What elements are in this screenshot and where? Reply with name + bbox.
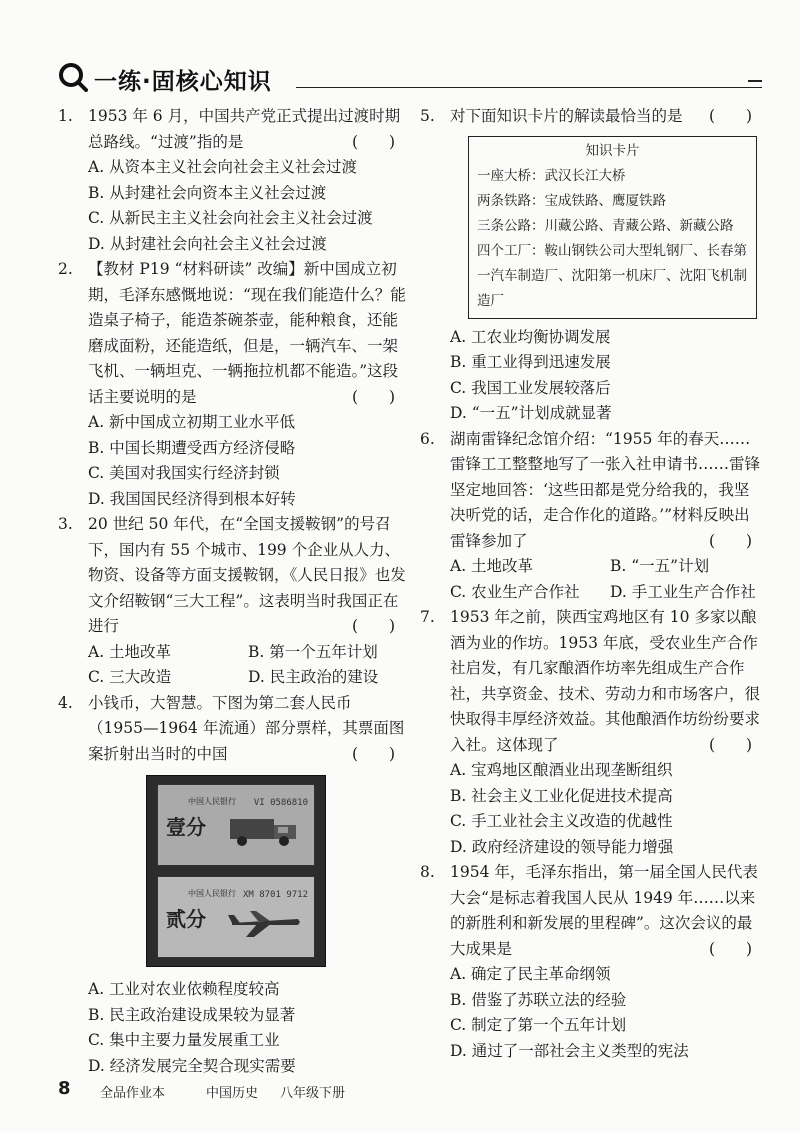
- option-c[interactable]: C. 手工业社会主义改造的优越性: [450, 812, 673, 830]
- option-a[interactable]: A. 确定了民主革命纲领: [450, 965, 611, 983]
- banknote-1-fen: [157, 784, 315, 866]
- answer-bracket: ( ): [352, 744, 396, 763]
- question-number: 1.: [58, 107, 73, 125]
- option-d[interactable]: D. 手工业生产合作社: [610, 582, 756, 601]
- option-b[interactable]: B. 重工业得到迅速发展: [450, 353, 611, 371]
- question-number: 4.: [58, 693, 73, 712]
- question-stem: 1953 年 6 月，中国共产党正式提出过渡时期总路线。“过渡”指的是 ( ): [88, 104, 406, 155]
- option-a[interactable]: A. 宝鸡地区酿酒业出现垄断组织: [450, 761, 673, 779]
- question-number: 8.: [420, 863, 435, 881]
- answer-bracket: ( ): [709, 107, 753, 125]
- question-4: [58, 691, 406, 1080]
- option-b[interactable]: B. “一五”计划: [610, 557, 710, 575]
- card-line: 三条公路：川藏公路、青藏公路、新藏公路: [477, 217, 734, 234]
- question-3: [58, 512, 406, 691]
- question-number: 3.: [58, 515, 73, 533]
- banknote-header: 中国人民银行: [188, 797, 236, 806]
- option-b[interactable]: B. 第一个五年计划: [248, 642, 378, 661]
- truck-icon: [228, 813, 302, 847]
- option-a[interactable]: A. 工业对农业依赖程度较高: [88, 980, 280, 998]
- banknote-denomination: 壹分: [166, 815, 206, 839]
- option-a[interactable]: A. 新中国成立初期工业水平低: [88, 413, 296, 431]
- question-stem: 20 世纪 50 年代，在“全国支援鞍钢”的号召下，国内有 55 个城市、199 个企业从人力、物资、设备等方面支援鞍钢，《人民日报》也发文介绍鞍钢“三大工程”。这表明当时我国正在进行 ( ): [88, 512, 406, 640]
- option-d[interactable]: D. “一五”计划成就显著: [450, 404, 612, 422]
- question-1: [58, 104, 406, 257]
- banknote-image: [146, 775, 326, 967]
- magnifier-logo-icon: [58, 62, 88, 92]
- airplane-icon: [228, 905, 302, 939]
- option-c[interactable]: C. 美国对我国实行经济封锁: [88, 464, 280, 482]
- page-number: 8: [58, 1078, 71, 1099]
- question-stem: 对下面知识卡片的解读最恰当的是 ( ): [450, 104, 763, 130]
- option-a[interactable]: A. 工农业均衡协调发展: [450, 327, 611, 346]
- section-header: [58, 60, 762, 94]
- option-c[interactable]: C. 农业生产合作社: [450, 582, 580, 601]
- question-number: 6.: [420, 429, 435, 448]
- question-number: 5.: [420, 107, 435, 125]
- option-d[interactable]: D. 政府经济建设的领导能力增强: [450, 837, 674, 856]
- answer-bracket: ( ): [352, 387, 396, 406]
- answer-bracket: ( ): [352, 132, 396, 151]
- option-b[interactable]: B. 社会主义工业化促进技术提高: [450, 786, 673, 805]
- question-5: [420, 104, 763, 427]
- book-name: 全品作业本: [100, 1086, 166, 1101]
- option-a[interactable]: A. 从资本主义社会向社会主义社会过渡: [88, 158, 358, 176]
- answer-bracket: ( ): [709, 735, 753, 754]
- banknote-serial: VI 0586810: [253, 798, 308, 808]
- banknote-denomination: 贰分: [166, 907, 206, 931]
- option-d[interactable]: D. 我国国民经济得到根本好转: [88, 489, 296, 508]
- left-column: [58, 104, 406, 1079]
- option-a[interactable]: A. 土地改革: [450, 557, 534, 575]
- option-a[interactable]: A. 土地改革: [88, 642, 172, 661]
- right-column: [420, 104, 763, 1064]
- option-c[interactable]: C. 从新民主主义社会向社会主义社会过渡: [88, 209, 373, 227]
- option-c[interactable]: C. 三大改造: [88, 668, 172, 686]
- option-b[interactable]: B. 借鉴了苏联立法的经验: [450, 990, 627, 1009]
- question-7: [420, 605, 763, 860]
- question-stem: 1954 年，毛泽东指出，第一届全国人民代表大会“是标志着我国人民从 1949 年……以来的新胜利和新发展的里程碑”。这次会议的最大成果是 ( ): [450, 860, 763, 962]
- option-d[interactable]: D. 从封建社会向社会主义社会过渡: [88, 234, 327, 253]
- question-stem: 小钱币，大智慧。下图为第二套人民币（1955—1964 年流通）部分票样，其票面图案折射出当时的中国 ( ): [88, 691, 406, 768]
- card-line: 四个工厂：鞍山钢铁公司大型轧钢厂、长春第一汽车制造厂、沈阳第一机床厂、沈阳飞机制造厂: [477, 242, 747, 309]
- answer-bracket: ( ): [709, 531, 753, 550]
- option-d[interactable]: D. 民主政治的建设: [248, 668, 379, 686]
- section-title: 一练·固核心知识: [94, 69, 272, 95]
- banknote-header: 中国人民银行: [188, 889, 236, 898]
- card-line: 一座大桥：武汉长江大桥: [477, 167, 626, 184]
- option-c[interactable]: C. 制定了第一个五年计划: [450, 1016, 627, 1034]
- grade-name: 八年级下册: [280, 1086, 346, 1101]
- question-stem: 【教材 P19 “材料研读” 改编】新中国成立初期，毛泽东感慨地说：“现在我们能造什么？能造桌子椅子，能造茶碗茶壶，能种粮食，还能磨成面粉，还能造纸，但是，一辆汽车、一架飞机、一辆坦克、一辆拖拉机都不能造。”这段话主要说明的是 ( ): [88, 257, 406, 410]
- question-stem: 1953 年之前，陕西宝鸡地区有 10 多家以酿酒为业的作坊。1953 年底，受农业生产合作社启发，有几家酿酒作坊率先组成生产合作社，共享资金、技术、劳动力和市场客户，很快取得丰厚经济效益。其他酿酒作坊纷纷要求入社。这体现了 ( ): [450, 605, 763, 758]
- banknote-2-fen: [157, 876, 315, 958]
- banknote-serial: XM 8701 9712: [242, 890, 308, 900]
- option-b[interactable]: B. 中国长期遭受西方经济侵略: [88, 438, 296, 457]
- option-d[interactable]: D. 经济发展完全契合现实需要: [88, 1056, 296, 1075]
- question-8: [420, 860, 763, 1064]
- question-2: [58, 257, 406, 512]
- option-b[interactable]: B. 从封建社会向资本主义社会过渡: [88, 183, 327, 202]
- question-stem: 湖南雷锋纪念馆介绍：“1955 年的春天……雷锋工工整整地写了一张入社申请书……雷锋坚定地回答：‘这些田都是党分给我的，我坚决听党的话，走合作化的道路。’”材料反映出雷锋参加了 ( ): [450, 427, 763, 555]
- knowledge-card: [468, 136, 757, 319]
- answer-bracket: ( ): [352, 617, 396, 635]
- option-c[interactable]: C. 集中主要力量发展重工业: [88, 1031, 280, 1049]
- question-number: 2.: [58, 260, 73, 278]
- subject-name: 中国历史: [206, 1086, 259, 1101]
- header-rule-mark: [748, 80, 762, 82]
- answer-bracket: ( ): [709, 939, 753, 958]
- option-b[interactable]: B. 民主政治建设成果较为显著: [88, 1005, 296, 1024]
- question-6: [420, 427, 763, 606]
- question-number: 7.: [420, 608, 435, 626]
- card-title: 知识卡片: [585, 142, 640, 159]
- header-rule: [296, 87, 762, 88]
- card-line: 两条铁路：宝成铁路、鹰厦铁路: [477, 192, 666, 209]
- option-d[interactable]: D. 通过了一部社会主义类型的宪法: [450, 1041, 689, 1060]
- option-c[interactable]: C. 我国工业发展较落后: [450, 378, 611, 397]
